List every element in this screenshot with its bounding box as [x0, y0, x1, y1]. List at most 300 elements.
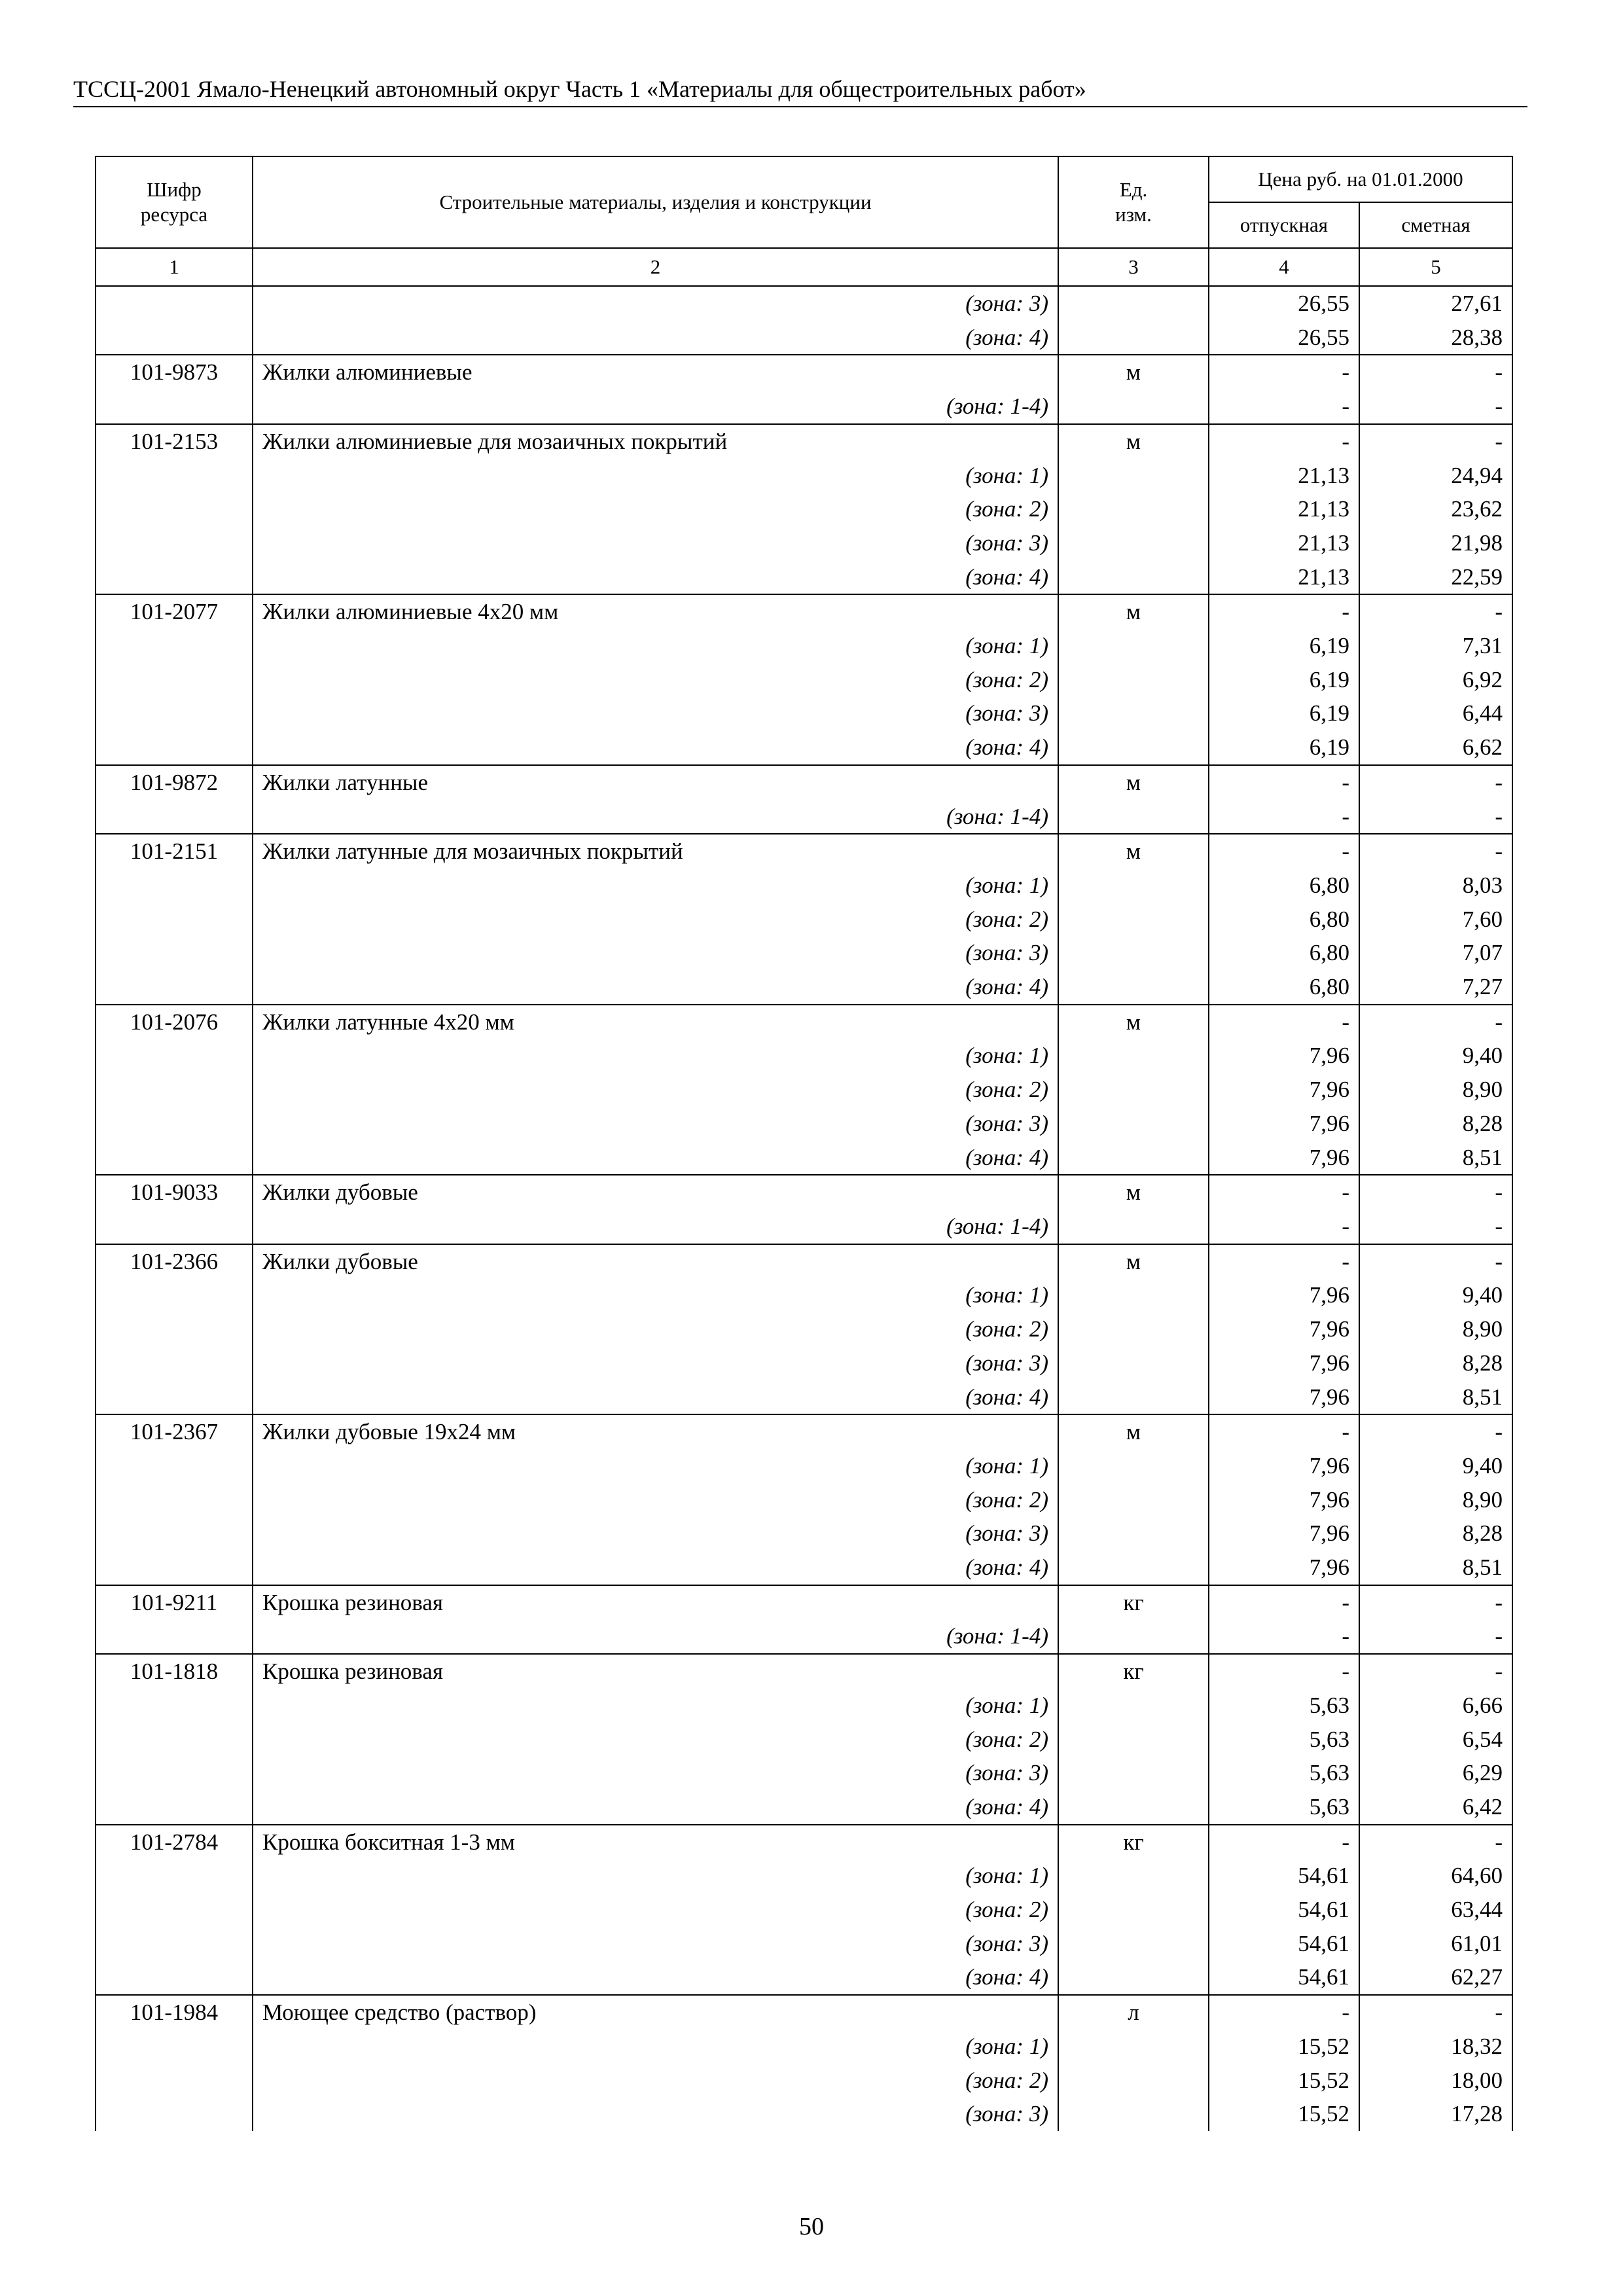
unit-of-measure: м: [1058, 765, 1209, 800]
resource-code: [96, 2097, 253, 2131]
estimate-price: 7,31: [1359, 629, 1512, 663]
material-name: Жилки латунные 4х20 мм: [253, 1005, 1058, 1039]
zone-price-row: [96, 663, 1512, 697]
zone-price-row: [96, 1278, 1512, 1312]
resource-code: 101-2366: [96, 1244, 253, 1279]
estimate-price: 8,28: [1359, 1107, 1512, 1141]
material-row: [96, 1995, 1512, 2030]
material-name: Жилки алюминиевые 4х20 мм: [253, 594, 1058, 629]
unit-of-measure: [1058, 321, 1209, 355]
release-price: -: [1209, 1244, 1359, 1279]
zone-label: (зона: 3): [253, 696, 1058, 730]
unit-of-measure: [1058, 1756, 1209, 1790]
zone-price-row: [96, 1619, 1512, 1654]
zone-label: (зона: 1-4): [253, 389, 1058, 424]
unit-of-measure: м: [1058, 1005, 1209, 1039]
estimate-price: -: [1359, 765, 1512, 800]
zone-price-row: [96, 2097, 1512, 2131]
zone-label: (зона: 2): [253, 1073, 1058, 1107]
estimate-price: -: [1359, 355, 1512, 389]
unit-of-measure: [1058, 696, 1209, 730]
estimate-price: 7,27: [1359, 970, 1512, 1005]
estimate-price: 61,01: [1359, 1927, 1512, 1961]
material-name: Жилки дубовые: [253, 1175, 1058, 1210]
resource-code: [96, 459, 253, 493]
unit-of-measure: [1058, 1960, 1209, 1995]
release-price: 15,52: [1209, 2064, 1359, 2098]
unit-of-measure: [1058, 970, 1209, 1005]
zone-label: (зона: 2): [253, 903, 1058, 937]
resource-code: [96, 869, 253, 903]
unit-of-measure: м: [1058, 1175, 1209, 1210]
resource-code: [96, 1619, 253, 1654]
estimate-price: 8,03: [1359, 869, 1512, 903]
estimate-price: 8,51: [1359, 1141, 1512, 1175]
material-row: [96, 1825, 1512, 1859]
column-number: 2: [253, 248, 1058, 286]
resource-code: [96, 389, 253, 424]
unit-of-measure: [1058, 1073, 1209, 1107]
estimate-price: 8,51: [1359, 1380, 1512, 1415]
unit-of-measure: [1058, 936, 1209, 970]
zone-price-row: [96, 1346, 1512, 1380]
zone-price-row: [96, 1960, 1512, 1995]
material-row: [96, 1244, 1512, 1279]
resource-code: [96, 1483, 253, 1517]
zone-label: (зона: 1): [253, 629, 1058, 663]
page-header-title: ТССЦ-2001 Ямало-Ненецкий автономный округ Часть 1 «Материалы для общестроительных работ»: [73, 76, 1086, 102]
estimate-price: -: [1359, 800, 1512, 834]
estimate-price: 6,54: [1359, 1723, 1512, 1757]
release-price: 54,61: [1209, 1927, 1359, 1961]
unit-of-measure: [1058, 2064, 1209, 2098]
zone-label: (зона: 2): [253, 2064, 1058, 2098]
release-price: 7,96: [1209, 1346, 1359, 1380]
release-price: -: [1209, 1210, 1359, 1244]
resource-code: [96, 2030, 253, 2064]
estimate-price: 6,66: [1359, 1689, 1512, 1723]
release-price: 15,52: [1209, 2030, 1359, 2064]
unit-of-measure: [1058, 526, 1209, 560]
estimate-price: 6,44: [1359, 696, 1512, 730]
unit-of-measure: [1058, 869, 1209, 903]
zone-price-row: [96, 1312, 1512, 1346]
zone-label: (зона: 3): [253, 286, 1058, 321]
unit-of-measure: кг: [1058, 1585, 1209, 1620]
material-name: Жилки дубовые: [253, 1244, 1058, 1279]
release-price: 7,96: [1209, 1449, 1359, 1483]
zone-label: (зона: 1): [253, 459, 1058, 493]
unit-of-measure: кг: [1058, 1825, 1209, 1859]
estimate-price: 6,62: [1359, 730, 1512, 765]
zone-price-row: [96, 903, 1512, 937]
resource-code: [96, 2064, 253, 2098]
release-price: 6,19: [1209, 663, 1359, 697]
unit-of-measure: [1058, 1893, 1209, 1927]
zone-price-row: [96, 1039, 1512, 1073]
unit-of-measure: [1058, 800, 1209, 834]
estimate-price: 8,90: [1359, 1312, 1512, 1346]
release-price: -: [1209, 834, 1359, 869]
zone-price-row: [96, 459, 1512, 493]
release-price: -: [1209, 1654, 1359, 1689]
release-price: 6,80: [1209, 970, 1359, 1005]
release-price: 7,96: [1209, 1073, 1359, 1107]
material-name: Крошка резиновая: [253, 1654, 1058, 1689]
zone-label: (зона: 3): [253, 1927, 1058, 1961]
release-price: -: [1209, 800, 1359, 834]
unit-of-measure: [1058, 1619, 1209, 1654]
zone-label: (зона: 4): [253, 1380, 1058, 1415]
resource-code: 101-9033: [96, 1175, 253, 1210]
zone-label: (зона: 3): [253, 526, 1058, 560]
zone-price-row: [96, 1380, 1512, 1415]
estimate-price: 63,44: [1359, 1893, 1512, 1927]
release-price: 6,80: [1209, 936, 1359, 970]
resource-code: [96, 1141, 253, 1175]
estimate-price: 9,40: [1359, 1449, 1512, 1483]
unit-of-measure: [1058, 1107, 1209, 1141]
estimate-price: -: [1359, 1005, 1512, 1039]
resource-code: 101-2076: [96, 1005, 253, 1039]
zone-price-row: [96, 1756, 1512, 1790]
zone-price-row: [96, 1551, 1512, 1585]
release-price: 5,63: [1209, 1689, 1359, 1723]
material-row: [96, 424, 1512, 459]
release-price: -: [1209, 389, 1359, 424]
release-price: -: [1209, 355, 1359, 389]
release-price: -: [1209, 1585, 1359, 1620]
column-header-price-group: Цена руб. на 01.01.2000: [1209, 156, 1512, 202]
zone-price-row: [96, 321, 1512, 355]
unit-of-measure: [1058, 560, 1209, 595]
release-price: 7,96: [1209, 1516, 1359, 1551]
zone-price-row: [96, 1449, 1512, 1483]
zone-label: (зона: 3): [253, 2097, 1058, 2131]
release-price: 7,96: [1209, 1107, 1359, 1141]
zone-label: (зона: 3): [253, 1756, 1058, 1790]
zone-label: (зона: 3): [253, 936, 1058, 970]
resource-code: [96, 1346, 253, 1380]
zone-label: (зона: 1): [253, 1449, 1058, 1483]
zone-price-row: [96, 1790, 1512, 1825]
release-price: 6,19: [1209, 696, 1359, 730]
estimate-price: -: [1359, 594, 1512, 629]
resource-code: [96, 1927, 253, 1961]
zone-label: (зона: 1): [253, 869, 1058, 903]
zone-label: (зона: 2): [253, 1893, 1058, 1927]
material-name: Жилки алюминиевые для мозаичных покрытий: [253, 424, 1058, 459]
resource-code: [96, 1756, 253, 1790]
unit-of-measure: [1058, 1790, 1209, 1825]
release-price: 7,96: [1209, 1039, 1359, 1073]
zone-price-row: [96, 936, 1512, 970]
release-price: -: [1209, 1175, 1359, 1210]
estimate-price: -: [1359, 1244, 1512, 1279]
price-table: [95, 156, 1513, 2131]
release-price: -: [1209, 424, 1359, 459]
zone-price-row: [96, 1107, 1512, 1141]
release-price: 5,63: [1209, 1756, 1359, 1790]
resource-code: [96, 1516, 253, 1551]
estimate-price: -: [1359, 1654, 1512, 1689]
material-name: Крошка резиновая: [253, 1585, 1058, 1620]
release-price: -: [1209, 1005, 1359, 1039]
zone-price-row: [96, 1859, 1512, 1893]
resource-code: [96, 1551, 253, 1585]
release-price: 6,19: [1209, 629, 1359, 663]
release-price: 7,96: [1209, 1141, 1359, 1175]
estimate-price: 9,40: [1359, 1278, 1512, 1312]
zone-label: (зона: 1-4): [253, 1210, 1058, 1244]
estimate-price: -: [1359, 389, 1512, 424]
material-row: [96, 1654, 1512, 1689]
resource-code: [96, 1859, 253, 1893]
release-price: 54,61: [1209, 1893, 1359, 1927]
resource-code: [96, 1107, 253, 1141]
release-price: 7,96: [1209, 1312, 1359, 1346]
zone-label: (зона: 3): [253, 1107, 1058, 1141]
column-header-release: отпускная: [1209, 202, 1359, 248]
zone-price-row: [96, 800, 1512, 834]
resource-code: 101-2077: [96, 594, 253, 629]
resource-code: [96, 800, 253, 834]
release-price: 6,80: [1209, 903, 1359, 937]
unit-of-measure: [1058, 2097, 1209, 2131]
resource-code: 101-9873: [96, 355, 253, 389]
estimate-price: 24,94: [1359, 459, 1512, 493]
resource-code: 101-1984: [96, 1995, 253, 2030]
zone-price-row: [96, 1141, 1512, 1175]
unit-of-measure: [1058, 459, 1209, 493]
resource-code: 101-2367: [96, 1414, 253, 1449]
estimate-price: 6,29: [1359, 1756, 1512, 1790]
release-price: 54,61: [1209, 1859, 1359, 1893]
resource-code: 101-2153: [96, 424, 253, 459]
column-number: 4: [1209, 248, 1359, 286]
zone-price-row: [96, 1893, 1512, 1927]
estimate-price: 8,90: [1359, 1483, 1512, 1517]
resource-code: [96, 903, 253, 937]
resource-code: [96, 526, 253, 560]
resource-code: [96, 970, 253, 1005]
estimate-price: -: [1359, 1585, 1512, 1620]
material-name: Жилки дубовые 19х24 мм: [253, 1414, 1058, 1449]
unit-of-measure: м: [1058, 1414, 1209, 1449]
zone-price-row: [96, 1210, 1512, 1244]
estimate-price: -: [1359, 1414, 1512, 1449]
material-row: [96, 1585, 1512, 1620]
estimate-price: 64,60: [1359, 1859, 1512, 1893]
resource-code: [96, 663, 253, 697]
zone-price-row: [96, 869, 1512, 903]
material-name: Моющее средство (раствор): [253, 1995, 1058, 2030]
zone-label: (зона: 1): [253, 1859, 1058, 1893]
estimate-price: -: [1359, 1619, 1512, 1654]
release-price: 21,13: [1209, 492, 1359, 526]
material-name: Жилки латунные для мозаичных покрытий: [253, 834, 1058, 869]
estimate-price: 18,00: [1359, 2064, 1512, 2098]
estimate-price: -: [1359, 424, 1512, 459]
zone-price-row: [96, 2064, 1512, 2098]
unit-of-measure: л: [1058, 1995, 1209, 2030]
estimate-price: 23,62: [1359, 492, 1512, 526]
unit-of-measure: [1058, 492, 1209, 526]
resource-code: [96, 730, 253, 765]
zone-label: (зона: 1-4): [253, 1619, 1058, 1654]
unit-of-measure: [1058, 389, 1209, 424]
zone-label: (зона: 2): [253, 663, 1058, 697]
resource-code: [96, 936, 253, 970]
release-price: 21,13: [1209, 459, 1359, 493]
zone-label: (зона: 4): [253, 321, 1058, 355]
unit-of-measure: [1058, 1312, 1209, 1346]
release-price: 26,55: [1209, 321, 1359, 355]
release-price: -: [1209, 1995, 1359, 2030]
zone-label: (зона: 1): [253, 2030, 1058, 2064]
estimate-price: -: [1359, 1995, 1512, 2030]
estimate-price: 8,90: [1359, 1073, 1512, 1107]
column-number: 1: [96, 248, 253, 286]
estimate-price: 62,27: [1359, 1960, 1512, 1995]
material-row: [96, 834, 1512, 869]
zone-label: (зона: 3): [253, 1346, 1058, 1380]
release-price: -: [1209, 765, 1359, 800]
zone-price-row: [96, 2030, 1512, 2064]
unit-of-measure: [1058, 663, 1209, 697]
page-number: 50: [799, 2213, 824, 2240]
resource-code: [96, 1073, 253, 1107]
release-price: 54,61: [1209, 1960, 1359, 1995]
zone-label: (зона: 1-4): [253, 800, 1058, 834]
zone-label: (зона: 2): [253, 492, 1058, 526]
estimate-price: 6,92: [1359, 663, 1512, 697]
release-price: -: [1209, 1825, 1359, 1859]
unit-of-measure: [1058, 1210, 1209, 1244]
resource-code: [96, 1312, 253, 1346]
zone-label: (зона: 4): [253, 970, 1058, 1005]
estimate-price: -: [1359, 1825, 1512, 1859]
resource-code: [96, 1039, 253, 1073]
zone-label: (зона: 4): [253, 1141, 1058, 1175]
unit-of-measure: [1058, 1449, 1209, 1483]
estimate-price: 9,40: [1359, 1039, 1512, 1073]
zone-price-row: [96, 1516, 1512, 1551]
release-price: 21,13: [1209, 560, 1359, 595]
zone-price-row: [96, 1483, 1512, 1517]
estimate-price: 17,28: [1359, 2097, 1512, 2131]
zone-label: (зона: 2): [253, 1723, 1058, 1757]
zone-price-row: [96, 526, 1512, 560]
zone-price-row: [96, 970, 1512, 1005]
resource-code: [96, 1449, 253, 1483]
resource-code: 101-9872: [96, 765, 253, 800]
resource-code: 101-2784: [96, 1825, 253, 1859]
estimate-price: 8,28: [1359, 1346, 1512, 1380]
resource-code: [96, 1960, 253, 1995]
price-table-body: [96, 286, 1512, 2131]
material-row: [96, 765, 1512, 800]
zone-label: (зона: 4): [253, 1960, 1058, 1995]
column-header-name: Строительные материалы, изделия и конструкции: [253, 156, 1058, 248]
column-header-code: Шифр ресурса: [96, 156, 253, 248]
release-price: 7,96: [1209, 1551, 1359, 1585]
release-price: 7,96: [1209, 1483, 1359, 1517]
zone-label: (зона: 4): [253, 730, 1058, 765]
resource-code: [96, 492, 253, 526]
material-row: [96, 1414, 1512, 1449]
release-price: -: [1209, 1414, 1359, 1449]
zone-price-row: [96, 1723, 1512, 1757]
zone-price-row: [96, 389, 1512, 424]
zone-label: (зона: 4): [253, 1790, 1058, 1825]
zone-label: (зона: 3): [253, 1516, 1058, 1551]
zone-price-row: [96, 629, 1512, 663]
resource-code: [96, 1790, 253, 1825]
zone-label: (зона: 1): [253, 1689, 1058, 1723]
release-price: -: [1209, 594, 1359, 629]
estimate-price: 8,51: [1359, 1551, 1512, 1585]
column-header-unit: Ед. изм.: [1058, 156, 1209, 248]
unit-of-measure: [1058, 1483, 1209, 1517]
release-price: 6,80: [1209, 869, 1359, 903]
zone-price-row: [96, 1073, 1512, 1107]
unit-of-measure: [1058, 730, 1209, 765]
unit-of-measure: [1058, 1927, 1209, 1961]
zone-price-row: [96, 1927, 1512, 1961]
resource-code: [96, 1689, 253, 1723]
release-price: 15,52: [1209, 2097, 1359, 2131]
zone-label: (зона: 2): [253, 1312, 1058, 1346]
zone-label: (зона: 4): [253, 1551, 1058, 1585]
zone-price-row: [96, 730, 1512, 765]
resource-code: [96, 1723, 253, 1757]
unit-of-measure: [1058, 1346, 1209, 1380]
resource-code: [96, 1380, 253, 1415]
estimate-price: 27,61: [1359, 286, 1512, 321]
estimate-price: 22,59: [1359, 560, 1512, 595]
zone-label: (зона: 1): [253, 1278, 1058, 1312]
zone-price-row: [96, 1689, 1512, 1723]
header-rule: [73, 106, 1527, 107]
release-price: 26,55: [1209, 286, 1359, 321]
resource-code: [96, 1278, 253, 1312]
material-row: [96, 594, 1512, 629]
estimate-price: -: [1359, 1210, 1512, 1244]
zone-price-row: [96, 492, 1512, 526]
material-row: [96, 355, 1512, 389]
material-name: Жилки алюминиевые: [253, 355, 1058, 389]
material-name: Жилки латунные: [253, 765, 1058, 800]
unit-of-measure: [1058, 1141, 1209, 1175]
unit-of-measure: [1058, 1859, 1209, 1893]
unit-of-measure: [1058, 1689, 1209, 1723]
zone-label: (зона: 1): [253, 1039, 1058, 1073]
estimate-price: -: [1359, 1175, 1512, 1210]
unit-of-measure: [1058, 629, 1209, 663]
unit-of-measure: м: [1058, 834, 1209, 869]
release-price: 7,96: [1209, 1278, 1359, 1312]
release-price: -: [1209, 1619, 1359, 1654]
unit-of-measure: м: [1058, 1244, 1209, 1279]
release-price: 6,19: [1209, 730, 1359, 765]
unit-of-measure: м: [1058, 594, 1209, 629]
column-header-estimate: сметная: [1359, 202, 1512, 248]
estimate-price: 28,38: [1359, 321, 1512, 355]
zone-price-row: [96, 560, 1512, 595]
zone-label: (зона: 4): [253, 560, 1058, 595]
unit-of-measure: кг: [1058, 1654, 1209, 1689]
